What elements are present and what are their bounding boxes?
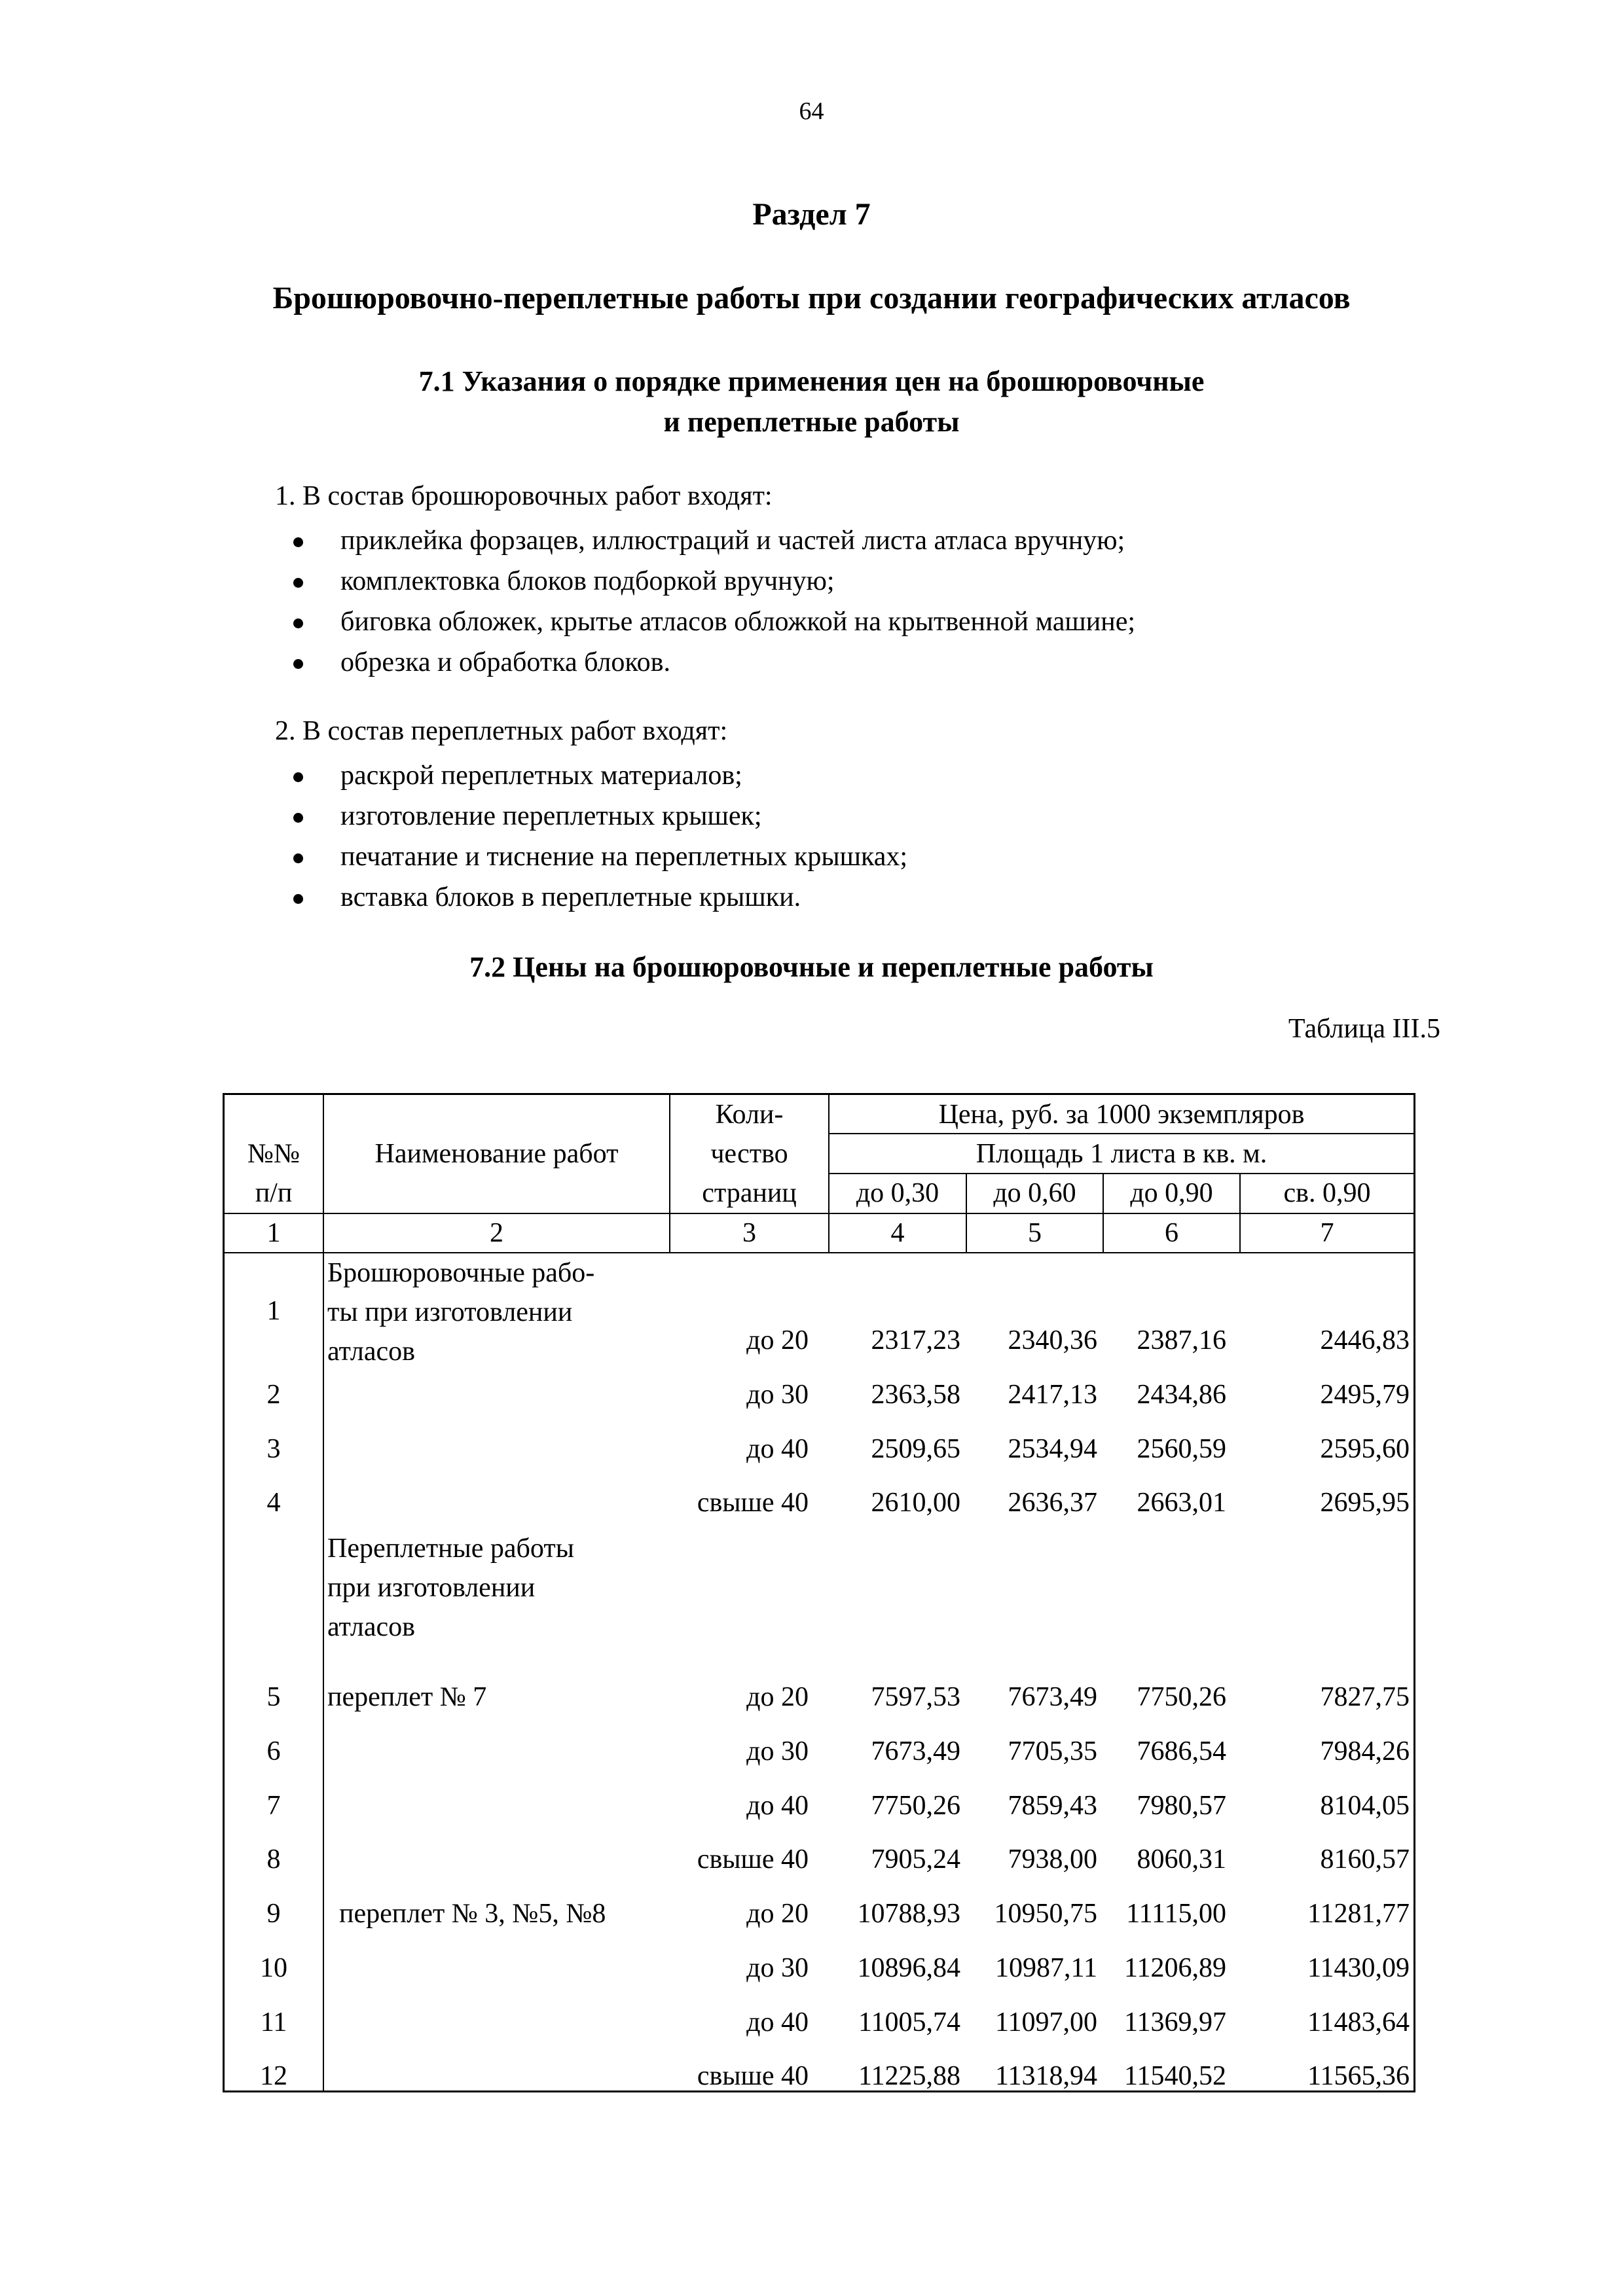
row-pages: до 30 [746,1380,809,1410]
price-cell: 2610,00 [871,1488,960,1518]
price-cell: 2417,13 [1008,1380,1097,1410]
subsection-heading-7-2: 7.2 Цены на брошюровочные и переплетные работы [469,951,1154,983]
price-cell: 7984,26 [1320,1736,1410,1767]
price-cell: 2695,95 [1320,1488,1410,1518]
header-price: Цена, руб. за 1000 экземпляров [938,1100,1305,1130]
price-cell: 7938,00 [1008,1844,1097,1874]
row-pages: до 20 [746,1325,809,1355]
header-num-line2: п/п [255,1178,293,1208]
price-cell: 11225,88 [858,2061,960,2091]
price-cell: 8060,31 [1137,1844,1226,1874]
row-pages: до 40 [746,1791,809,1821]
col-number: 2 [490,1218,503,1248]
price-cell: 10788,93 [857,1899,960,1929]
price-cell: 11565,36 [1307,2061,1410,2091]
subsection-heading-line1: 7.1 Указания о порядке применения цен на брошюровочные [418,365,1205,397]
price-cell: 11115,00 [1126,1899,1226,1929]
price-cell: 7980,57 [1137,1791,1226,1821]
col-number: 5 [1028,1218,1042,1248]
price-cell: 2340,36 [1008,1325,1097,1355]
row-number: 4 [266,1488,281,1518]
list-item: приклейка форзацев, иллюстраций и частей листа атласа вручную; [288,520,1135,561]
price-cell: 7750,26 [871,1791,960,1821]
price-cell: 2434,86 [1137,1380,1226,1410]
price-cell: 2317,23 [871,1325,960,1355]
group-2-name-line: атласов [327,1612,415,1642]
price-cell: 10987,11 [995,1953,1097,1983]
header-col7: св. 0,90 [1283,1178,1371,1208]
row-pages: свыше 40 [697,1488,809,1518]
group-2-name-line: при изготовлении [327,1573,536,1603]
group-2-name [327,1529,574,1647]
group-2-name-line: Переплетные работы [327,1534,574,1564]
row-pages: свыше 40 [697,2061,809,2091]
price-cell: 2363,58 [871,1380,960,1410]
row-pages: до 30 [746,1953,809,1983]
group-1-name-line: атласов [327,1336,415,1367]
list-2-intro: 2. В состав переплетных работ входят: [275,716,728,746]
price-cell: 2387,16 [1137,1325,1226,1355]
price-cell: 7827,75 [1320,1682,1410,1712]
list-item: обрезка и обработка блоков. [288,642,1135,683]
row-name: переплет № 7 [327,1682,487,1712]
row-pages: до 40 [746,2007,809,2037]
row-name: переплет № 3, №5, №8 [339,1899,606,1929]
row-number: 10 [260,1953,287,1983]
section-title: Раздел 7 [752,197,871,232]
group-1-name [327,1253,594,1371]
row-pages: до 20 [746,1682,809,1712]
group-1-name-line: ты при изготовлении [327,1297,573,1327]
price-cell: 7859,43 [1008,1791,1097,1821]
row-number: 1 [266,1296,281,1326]
table-border-right [1413,1093,1415,2092]
page-number: 64 [799,98,824,125]
price-cell: 2509,65 [871,1434,960,1464]
price-cell: 7705,35 [1008,1736,1097,1767]
subsection-heading-line2: и переплетные работы [663,406,960,438]
price-cell: 11206,89 [1124,1953,1226,1983]
row-number: 6 [266,1736,281,1767]
list-item: вставка блоков в переплетные крышки. [288,877,907,918]
list-item: комплектовка блоков подборкой вручную; [288,561,1135,601]
table-caption: Таблица III.5 [1288,1014,1440,1044]
header-num-line1: №№ [247,1139,301,1169]
list-item: биговка обложек, крытье атласов обложкой на крытвенной машине; [288,601,1135,642]
group-1-name-line: Брошюровочные рабо- [327,1258,595,1288]
price-cell: 8160,57 [1320,1844,1410,1874]
price-cell: 11430,09 [1307,1953,1410,1983]
col-number: 7 [1320,1218,1334,1248]
price-cell: 7673,49 [871,1736,960,1767]
header-area: Площадь 1 листа в кв. м. [976,1139,1267,1169]
row-number: 11 [260,2007,287,2037]
price-cell: 11097,00 [995,2007,1097,2037]
header-pages-line3: страниц [702,1178,797,1208]
col-number: 6 [1165,1218,1178,1248]
price-cell: 2560,59 [1137,1434,1226,1464]
price-cell: 2534,94 [1008,1434,1097,1464]
header-name: Наименование работ [374,1139,619,1169]
row-number: 7 [266,1791,281,1821]
table-border-bottom [223,2090,1415,2092]
price-cell: 10950,75 [994,1899,1097,1929]
price-cell: 2595,60 [1320,1434,1410,1464]
list-item: печатание и тиснение на переплетных крышках; [288,836,907,877]
header-col4: до 0,30 [856,1178,939,1208]
list-item: раскрой переплетных материалов; [288,755,907,796]
price-cell: 2495,79 [1320,1380,1410,1410]
row-pages: свыше 40 [697,1844,809,1874]
row-number: 5 [266,1682,281,1712]
price-cell: 7686,54 [1137,1736,1226,1767]
row-number: 12 [260,2061,287,2091]
price-cell: 7905,24 [871,1844,960,1874]
price-cell: 2446,83 [1320,1325,1410,1355]
price-cell: 7597,53 [871,1682,960,1712]
row-pages: до 30 [746,1736,809,1767]
price-cell: 11540,52 [1124,2061,1226,2091]
header-pages-line1: Коли- [715,1100,784,1130]
price-cell: 2663,01 [1137,1488,1226,1518]
price-cell: 11483,64 [1307,2007,1410,2037]
list-item: изготовление переплетных крышек; [288,796,907,836]
row-number: 9 [266,1899,281,1929]
price-cell: 11005,74 [858,2007,960,2037]
price-cell: 7750,26 [1137,1682,1226,1712]
price-cell: 11318,94 [995,2061,1097,2091]
header-pages-line2: чество [710,1139,788,1169]
price-cell: 2636,37 [1008,1488,1097,1518]
col-number: 1 [266,1218,281,1248]
row-pages: до 20 [746,1899,809,1929]
row-number: 3 [266,1434,281,1464]
list-1-intro: 1. В состав брошюровочных работ входят: [275,481,773,511]
price-cell: 11281,77 [1307,1899,1410,1929]
row-pages: до 40 [746,1434,809,1464]
price-cell: 10896,84 [857,1953,960,1983]
price-cell: 11369,97 [1124,2007,1226,2037]
row-number: 2 [266,1380,281,1410]
header-col6: до 0,90 [1130,1178,1213,1208]
price-cell: 7673,49 [1008,1682,1097,1712]
main-heading: Брошюровочно-переплетные работы при создании географических атласов [272,281,1351,315]
col-number: 4 [890,1218,905,1248]
col-number: 3 [742,1218,756,1248]
price-cell: 8104,05 [1320,1791,1410,1821]
header-col5: до 0,60 [993,1178,1076,1208]
row-number: 8 [266,1844,281,1874]
